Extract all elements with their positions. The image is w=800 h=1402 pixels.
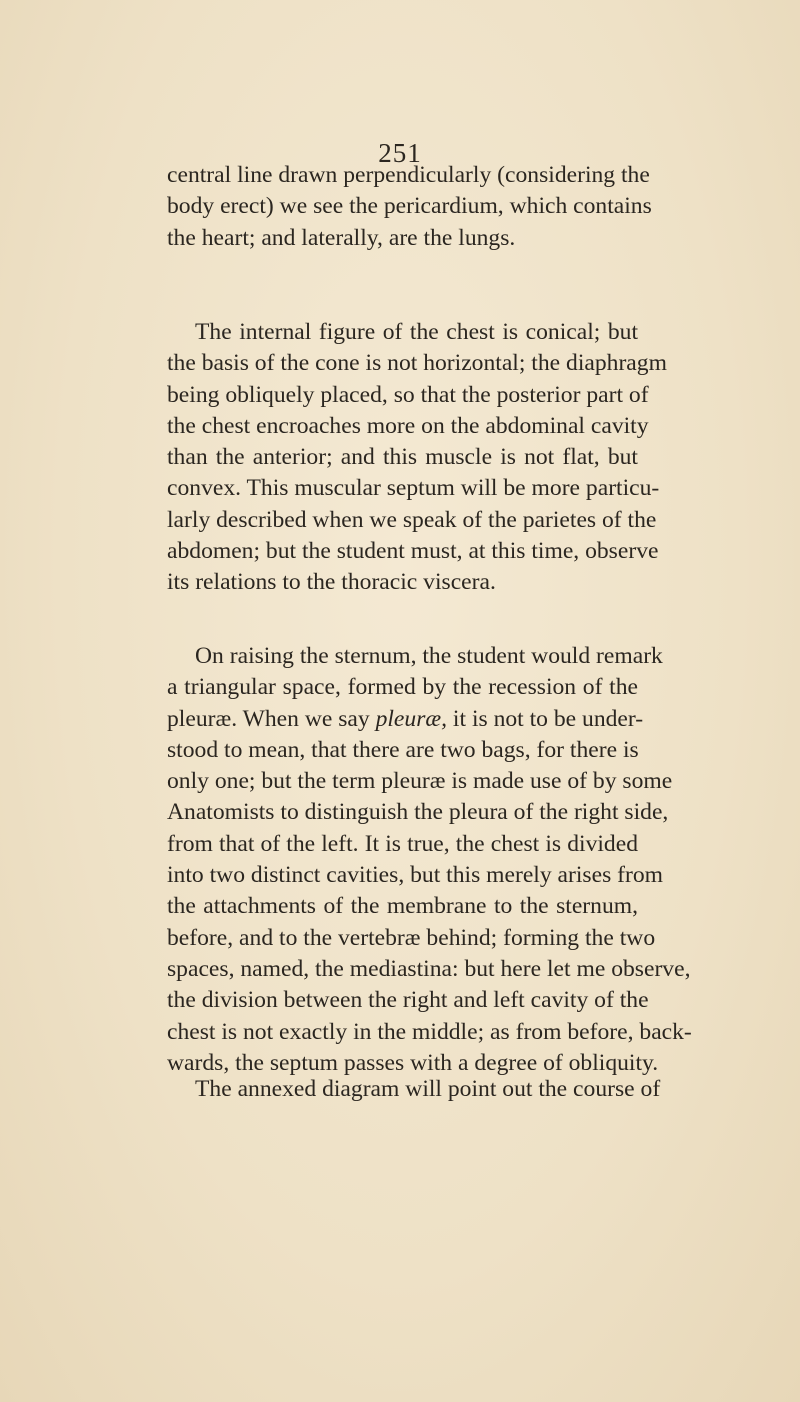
text-line: On raising the sternum, the student would remark	[195, 643, 663, 669]
text-line: the division between the right and left cavity of the	[167, 987, 649, 1014]
text-line: only one; but the term pleuræ is made use of by some	[167, 768, 673, 795]
text-line: the attachments of the membrane to the sternum,	[167, 893, 638, 920]
text-line: being obliquely placed, so that the posterior part of	[167, 381, 649, 408]
text-line: stood to mean, that there are two bags, for there is	[167, 736, 639, 763]
text-line: into two distinct cavities, but this merely arises from	[167, 862, 664, 889]
text-line: the basis of the cone is not horizontal; the diaphragm	[167, 350, 667, 377]
italic-term: pleuræ,	[375, 705, 448, 732]
text-line: chest is not exactly in the middle; as from before, back-	[167, 1018, 692, 1045]
text-line: Anatomists to distinguish the pleura of the right side,	[167, 799, 669, 826]
text-line: central line drawn perpendicularly (considering the	[167, 162, 650, 188]
paragraph-1	[167, 160, 652, 254]
text-line: its relations to the thoracic viscera.	[167, 569, 496, 596]
text-line	[167, 704, 644, 735]
text-line: The annexed diagram will point out the course of	[195, 1076, 661, 1102]
text-line: wards, the septum passes with a degree of obliquity.	[167, 1049, 659, 1076]
text-run: it is not to be under-	[447, 705, 644, 732]
text-line: spaces, named, the mediastina: but here let me observe,	[167, 955, 691, 982]
text-line: from that of the left. It is true, the chest is divided	[167, 830, 638, 857]
page-number: 251	[378, 138, 422, 168]
paragraph-3	[167, 641, 692, 1079]
paragraph-2	[167, 317, 667, 599]
text-line: before, and to the vertebræ behind; forming the two	[167, 924, 656, 951]
text-run: pleuræ. When we say	[167, 705, 376, 732]
paragraph-4	[167, 1074, 661, 1105]
text-line: larly described when we speak of the parietes of the	[167, 506, 657, 533]
text-line: body erect) we see the pericardium, which contains	[167, 193, 652, 220]
text-line: the heart; and laterally, are the lungs.	[167, 224, 516, 251]
text-line: The internal figure of the chest is conical; but	[195, 319, 638, 345]
text-line: convex. This muscular septum will be more particu-	[167, 475, 660, 502]
text-line: the chest encroaches more on the abdominal cavity	[167, 412, 649, 439]
text-line: than the anterior; and this muscle is not flat, but	[167, 444, 638, 471]
text-line: a triangular space, formed by the recession of the	[167, 674, 638, 701]
text-line: abdomen; but the student must, at this time, observe	[167, 538, 659, 565]
